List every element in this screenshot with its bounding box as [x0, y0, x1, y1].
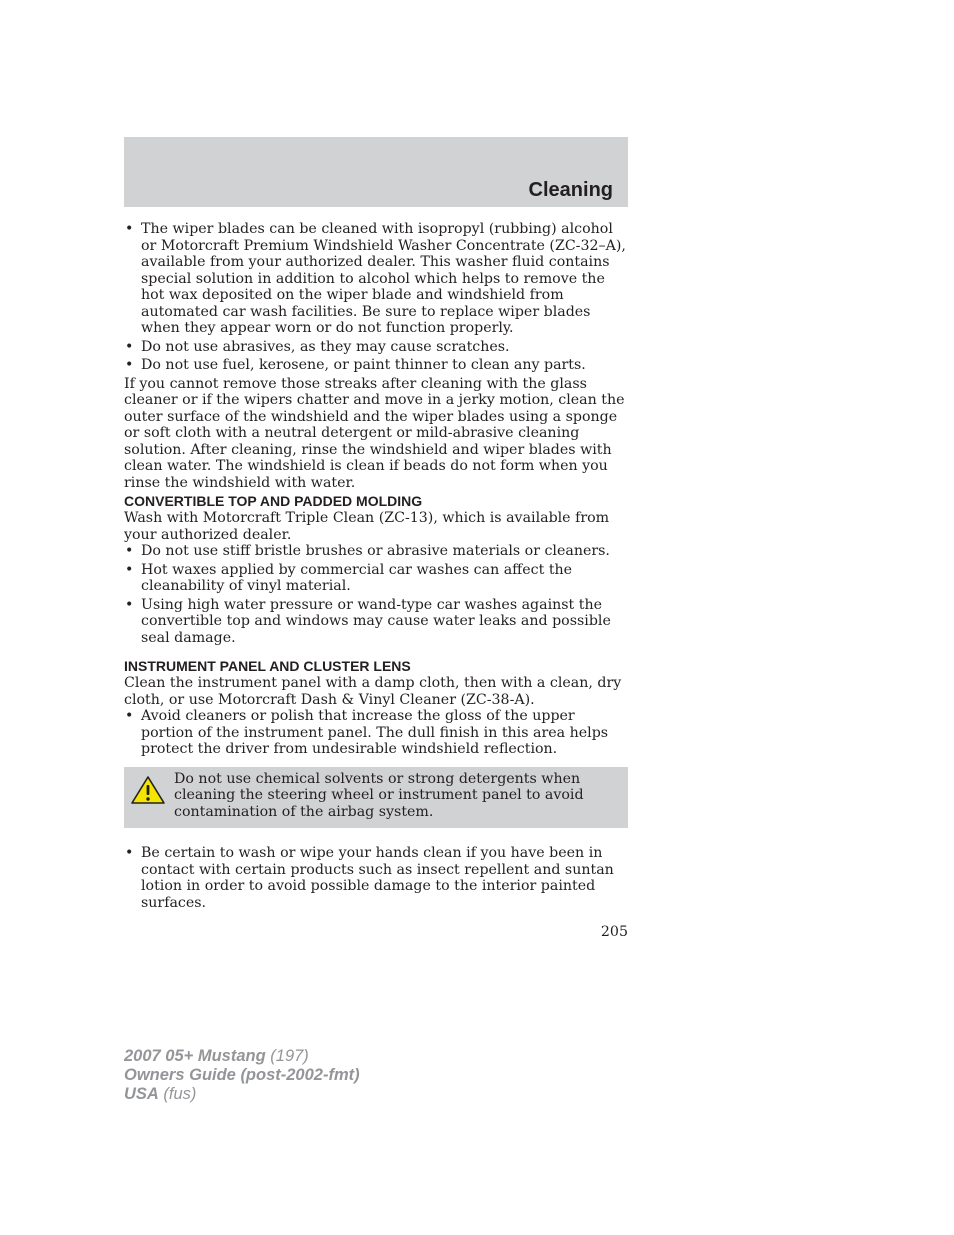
list-item: • The wiper blades can be cleaned with isopropyl (rubbing) alcohol or Motorcraft Premium Windshield Washer Concentrate (ZC-32–A), available from your authorized dealer. This washer fluid contains special solution in addition to alcohol which helps to remove the hot wax deposited on the wiper blade and windshield from automated car wash facilities. Be sure to replace wiper blades when they appear worn or do not function properly. — [124, 221, 628, 337]
convertible-paragraph: Wash with Motorcraft Triple Clean (ZC-13), which is available from your authorized dealer. — [124, 510, 610, 543]
list-item: • Do not use stiff bristle brushes or abrasive materials or cleaners. — [124, 543, 628, 560]
list-item: • Do not use fuel, kerosene, or paint thinner to clean any parts. — [124, 357, 628, 374]
footer-line-3: USA (fus) — [124, 1085, 197, 1103]
section-heading-convertible: CONVERTIBLE TOP AND PADDED MOLDING — [124, 493, 423, 509]
convertible-bullet-list — [124, 543, 628, 646]
intro-paragraph: If you cannot remove those streaks after cleaning with the glass cleaner or if the wipers chatter and move in a jerky motion, clean the outer surface of the windshield and the wiper blades using a sponge or soft cloth with a neutral detergent or mild-abrasive cleaning solution. After cleaning, rinse the windshield and wiper blades with clean water. The windshield is clean if beads do not form when you rinse the windshield with water. — [124, 375, 625, 491]
warning-text: Do not use chemical solvents or strong detergents when cleaning the steering wheel or instrument panel to avoid contamination of the airbag system. — [174, 770, 584, 820]
page-number: 205 — [600, 924, 628, 940]
list-item: • Hot waxes applied by commercial car washes can affect the cleanability of vinyl material. — [124, 562, 628, 595]
instrument-paragraph: Clean the instrument panel with a damp cloth, then with a clean, dry cloth, or use Motorcraft Dash & Vinyl Cleaner (ZC-38-A). — [124, 675, 622, 708]
intro-bullet-list — [124, 221, 628, 374]
footer — [124, 1047, 360, 1104]
section-heading-instrument: INSTRUMENT PANEL AND CLUSTER LENS — [124, 658, 411, 674]
list-item: • Avoid cleaners or polish that increase the gloss of the upper portion of the instrument panel. The dull finish in this area helps protect the driver from undesirable windshield reflection. — [124, 708, 628, 758]
page-title: Cleaning — [528, 179, 613, 201]
list-item: • Do not use abrasives, as they may cause scratches. — [124, 339, 628, 356]
list-item: • Be certain to wash or wipe your hands clean if you have been in contact with certain products such as insect repellent and suntan lotion in order to avoid possible damage to the interior painted surfaces. — [124, 845, 628, 911]
page-content — [124, 221, 628, 913]
header-band — [124, 137, 628, 207]
warning-box — [124, 767, 628, 829]
footer-line-1: 2007 05+ Mustang (197) — [124, 1047, 309, 1065]
instrument-bullet-list — [124, 708, 628, 758]
footer-line-2: Owners Guide (post-2002-fmt) — [124, 1066, 360, 1084]
instrument-after-bullet-list — [124, 845, 628, 911]
warning-triangle-icon — [130, 775, 166, 805]
list-item: • Using high water pressure or wand-type car washes against the convertible top and windows may cause water leaks and possible seal damage. — [124, 597, 628, 647]
